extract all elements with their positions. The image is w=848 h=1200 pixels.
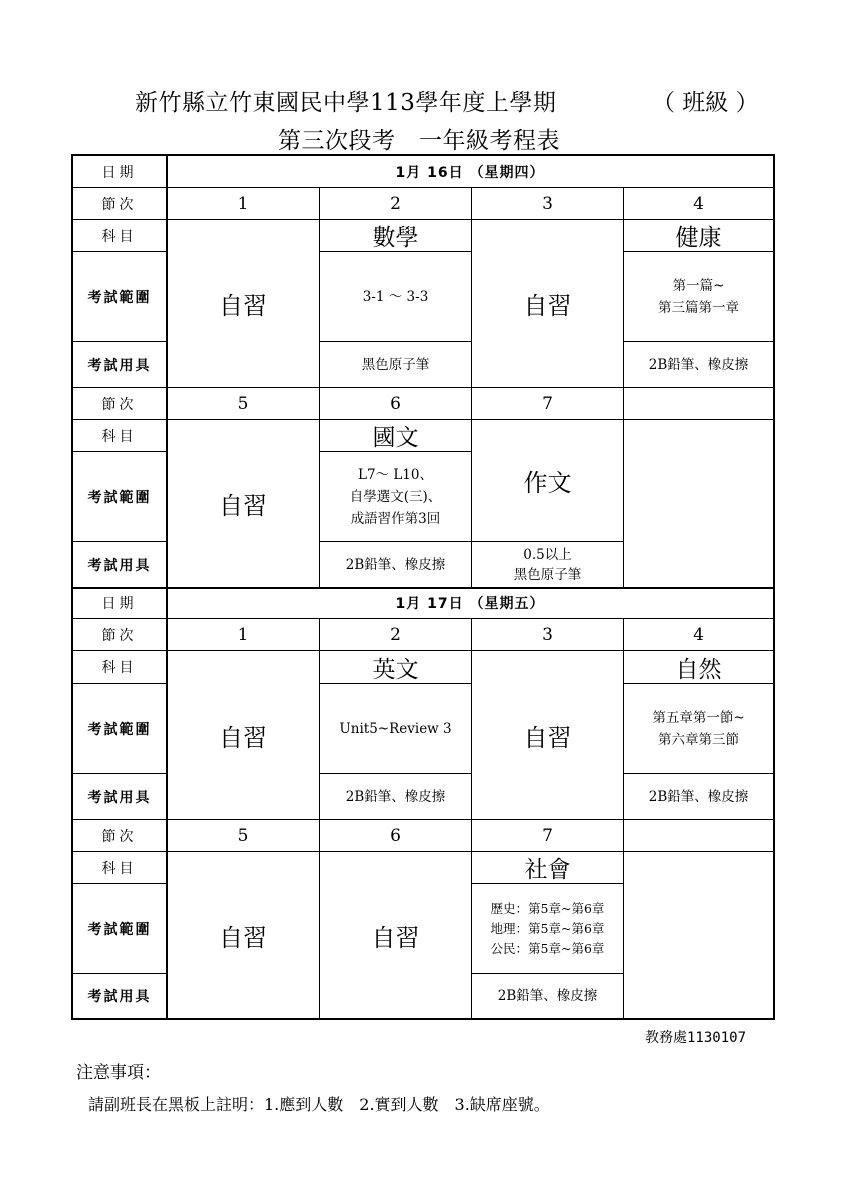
day1-chinese-subject: 國文 xyxy=(372,425,419,451)
period-label: 節次 xyxy=(101,196,138,213)
office-stamp: 教務處1130107 xyxy=(645,1030,747,1046)
day2-english-subject: 英文 xyxy=(372,656,419,683)
day2-p3-self-study: 自習 xyxy=(523,723,572,752)
period-label: 節次 xyxy=(101,396,138,413)
subject-label: 科目 xyxy=(101,228,138,245)
day2-period-2: 2 xyxy=(390,624,401,645)
day1-p5-self-study: 自習 xyxy=(219,492,267,520)
tools-label: 考試用具 xyxy=(87,789,152,806)
range-label: 考試範圍 xyxy=(87,289,152,306)
day2-p5-self-study: 自習 xyxy=(219,923,267,952)
day2-date: 1月 17日 （星期五） xyxy=(395,596,545,612)
notes-heading: 注意事項： xyxy=(76,1063,161,1083)
period-label: 節次 xyxy=(101,627,138,644)
day2-period-1: 1 xyxy=(237,624,249,645)
day1-composition-tools: 0.5以上 黑色原子筆 xyxy=(513,546,582,583)
day1-chinese-tools: 2B鉛筆、橡皮擦 xyxy=(345,556,446,573)
day1-period-1: 1 xyxy=(237,193,249,214)
exam-schedule-table xyxy=(71,154,775,1020)
day1-math-subject: 數學 xyxy=(372,225,419,251)
day1-period-5: 5 xyxy=(237,393,249,414)
day1-period-empty xyxy=(624,388,773,419)
day1-p1-self-study: 自習 xyxy=(219,292,267,320)
day1-health-tools: 2B鉛筆、橡皮擦 xyxy=(648,356,749,373)
day2-science-tools: 2B鉛筆、橡皮擦 xyxy=(648,788,749,805)
day2-period-4: 4 xyxy=(693,624,704,645)
day1-period-7: 7 xyxy=(542,393,553,414)
day1-date: 1月 16日 （星期四） xyxy=(395,164,545,181)
day1-composition-subject: 作文 xyxy=(523,469,572,497)
day1-chinese-range: L7～ L10、 自學選文(三)、 成語習作第3回 xyxy=(349,466,442,527)
day1-math-range: 3-1 ～ 3-3 xyxy=(362,288,429,305)
day1-period-6: 6 xyxy=(390,393,401,414)
day2-p1-self-study: 自習 xyxy=(219,723,267,752)
day1-health-range: 第一篇~ 第三篇第一章 xyxy=(658,277,739,316)
document-title: 新竹縣立竹東國民中學113學年度上學期 xyxy=(135,90,557,116)
subject-label: 科目 xyxy=(101,860,138,877)
day2-social-range: 歷史：第5章~第6章 地理：第5章~第6章 公民：第5章~第6章 xyxy=(490,900,605,956)
day2-science-range: 第五章第一節~ 第六章第三節 xyxy=(652,709,745,748)
day2-social-tools: 2B鉛筆、橡皮擦 xyxy=(497,988,598,1004)
day2-period-3: 3 xyxy=(542,624,553,645)
day1-period-3: 3 xyxy=(542,193,553,214)
day1-period-2: 2 xyxy=(390,193,401,214)
day2-period-empty xyxy=(624,820,773,851)
day2-english-range: Unit5~Review 3 xyxy=(339,720,452,737)
tools-label: 考試用具 xyxy=(87,989,152,1005)
day2-social-subject: 社會 xyxy=(524,857,571,883)
subject-label: 科目 xyxy=(101,660,138,676)
date-label: 日期 xyxy=(101,596,138,612)
day2-period-5: 5 xyxy=(237,825,249,846)
date-label: 日期 xyxy=(101,164,138,181)
class-field: （ 班級 ） xyxy=(652,90,759,116)
subject-label: 科目 xyxy=(101,428,138,445)
period-label: 節次 xyxy=(101,828,138,845)
range-label: 考試範圍 xyxy=(87,489,152,506)
tools-label: 考試用具 xyxy=(87,357,152,374)
day1-math-tools: 黑色原子筆 xyxy=(361,356,430,373)
day2-period-7: 7 xyxy=(542,825,553,846)
day2-period-6: 6 xyxy=(390,825,401,846)
day1-health-subject: 健康 xyxy=(675,225,722,251)
day1-p3-self-study: 自習 xyxy=(523,292,572,320)
tools-label: 考試用具 xyxy=(87,557,152,574)
range-label: 考試範圍 xyxy=(87,921,152,938)
document-subtitle: 第三次段考 一年級考程表 xyxy=(278,128,560,154)
day2-science-subject: 自然 xyxy=(675,656,722,683)
day1-period-4: 4 xyxy=(693,193,704,214)
range-label: 考試範圍 xyxy=(87,721,152,738)
notes-body: 請副班長在黑板上註明：1.應到人數 2.實到人數 3.缺席座號。 xyxy=(88,1095,550,1114)
day2-english-tools: 2B鉛筆、橡皮擦 xyxy=(345,788,446,805)
day2-p6-self-study: 自習 xyxy=(371,923,420,952)
